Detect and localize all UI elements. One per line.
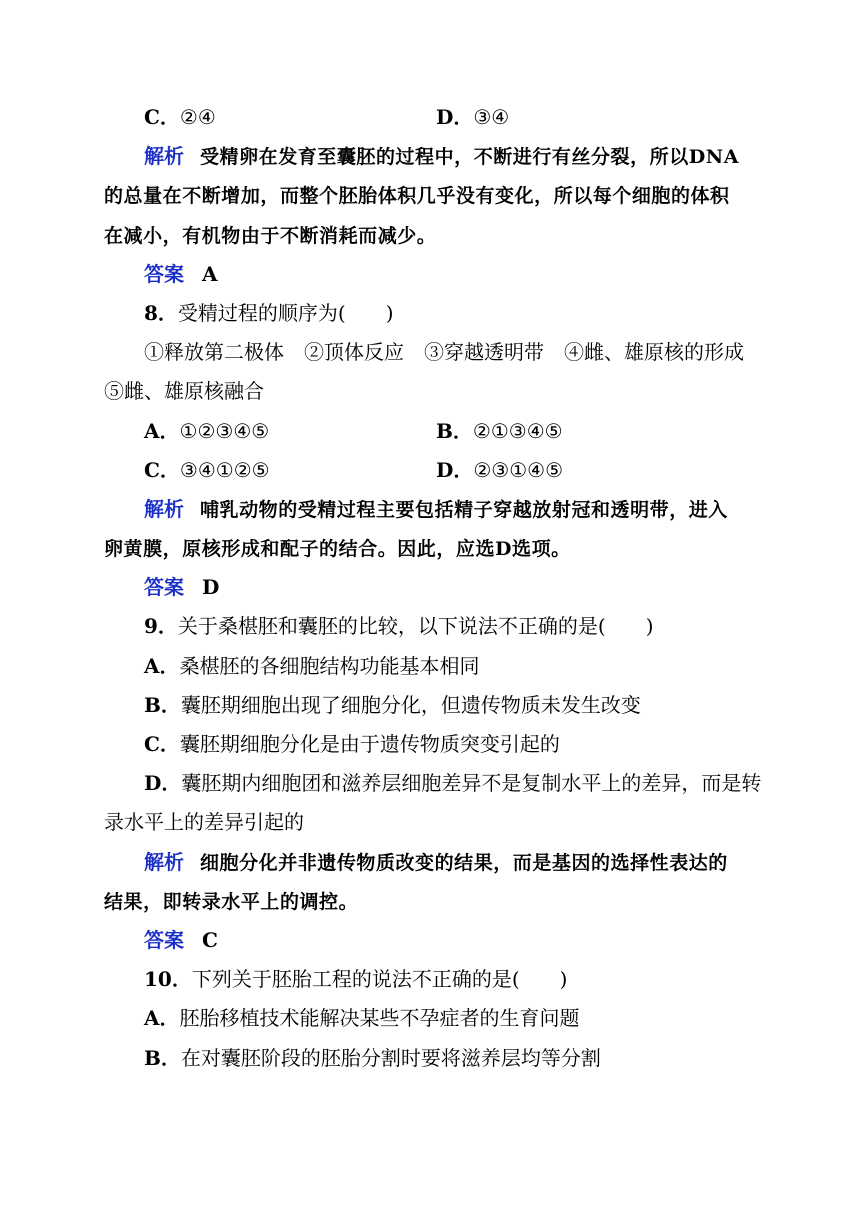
- q8-option-c: C．③④①②⑤: [144, 457, 270, 482]
- q10-option-a: A．胚胎移植技术能解决某些不孕症者的生育问题: [144, 1006, 580, 1031]
- q8-items-line-1: ①释放第二极体 ②顶体反应 ③穿越透明带 ④雌、雄原核的形成: [144, 340, 744, 365]
- q7-answer: 答案 A: [144, 261, 218, 286]
- q7-options-row: [104, 98, 760, 137]
- q8-stem: 8．受精过程的顺序为( ): [144, 300, 394, 325]
- q9-option-d-continued: 录水平上的差异引起的: [104, 810, 304, 835]
- q9-answer: 答案 C: [144, 927, 218, 952]
- q9-option-b: B．囊胚期细胞出现了细胞分化，但遗传物质未发生改变: [144, 692, 641, 717]
- q10-option-b: B．在对囊胚阶段的胚胎分割时要将滋养层均等分割: [144, 1045, 601, 1070]
- q8-options-row-1: [104, 412, 760, 451]
- q9-option-d: D．囊胚期内细胞团和滋养层细胞差异不是复制水平上的差异，而是转: [144, 771, 762, 796]
- q9-stem: 9．关于桑椹胚和囊胚的比较，以下说法不正确的是( ): [144, 614, 654, 639]
- q9-analysis-line-1: 解析 细胞分化并非遗传物质改变的结果，而是基因的选择性表达的: [144, 849, 728, 874]
- q7-option-c: C．②④: [144, 105, 216, 129]
- q7-analysis-line-1: 解析 受精卵在发育至囊胚的过程中，不断进行有丝分裂，所以DNA: [144, 144, 739, 169]
- q7-option-d: D．③④: [436, 105, 510, 129]
- q9-analysis-line-2: 结果，即转录水平上的调控。: [104, 890, 359, 913]
- answer-tag: 答案: [144, 575, 184, 600]
- analysis-tag: 解析: [144, 144, 184, 169]
- q8-option-a: A．①②③④⑤: [144, 418, 270, 443]
- analysis-tag: 解析: [144, 849, 184, 874]
- q9-option-a: A．桑椹胚的各细胞结构功能基本相同: [144, 653, 480, 678]
- analysis-tag: 解析: [144, 496, 184, 521]
- q10-stem: 10．下列关于胚胎工程的说法不正确的是( ): [144, 967, 568, 992]
- q8-analysis-line-2: 卵黄膜，原核形成和配子的结合。因此，应选D选项。: [104, 538, 571, 561]
- q8-options-row-2: [104, 451, 760, 490]
- document-page: [104, 98, 760, 1078]
- q9-option-c: C．囊胚期细胞分化是由于遗传物质突变引起的: [144, 732, 560, 756]
- answer-tag: 答案: [144, 261, 184, 286]
- q7-analysis-line-3: 在减小，有机物由于不断消耗而减少。: [104, 224, 437, 247]
- q8-analysis-line-1: 解析 哺乳动物的受精过程主要包括精子穿越放射冠和透明带，进入: [144, 496, 728, 521]
- q8-answer: 答案 D: [144, 575, 220, 600]
- q8-option-b: B．②①③④⑤: [436, 418, 563, 443]
- q8-option-d: D．②③①④⑤: [436, 457, 563, 482]
- answer-tag: 答案: [144, 927, 184, 952]
- q8-items-line-2: ⑤雌、雄原核融合: [104, 379, 264, 404]
- q7-analysis-line-2: 的总量在不断增加，而整个胚胎体积几乎没有变化，所以每个细胞的体积: [104, 185, 730, 208]
